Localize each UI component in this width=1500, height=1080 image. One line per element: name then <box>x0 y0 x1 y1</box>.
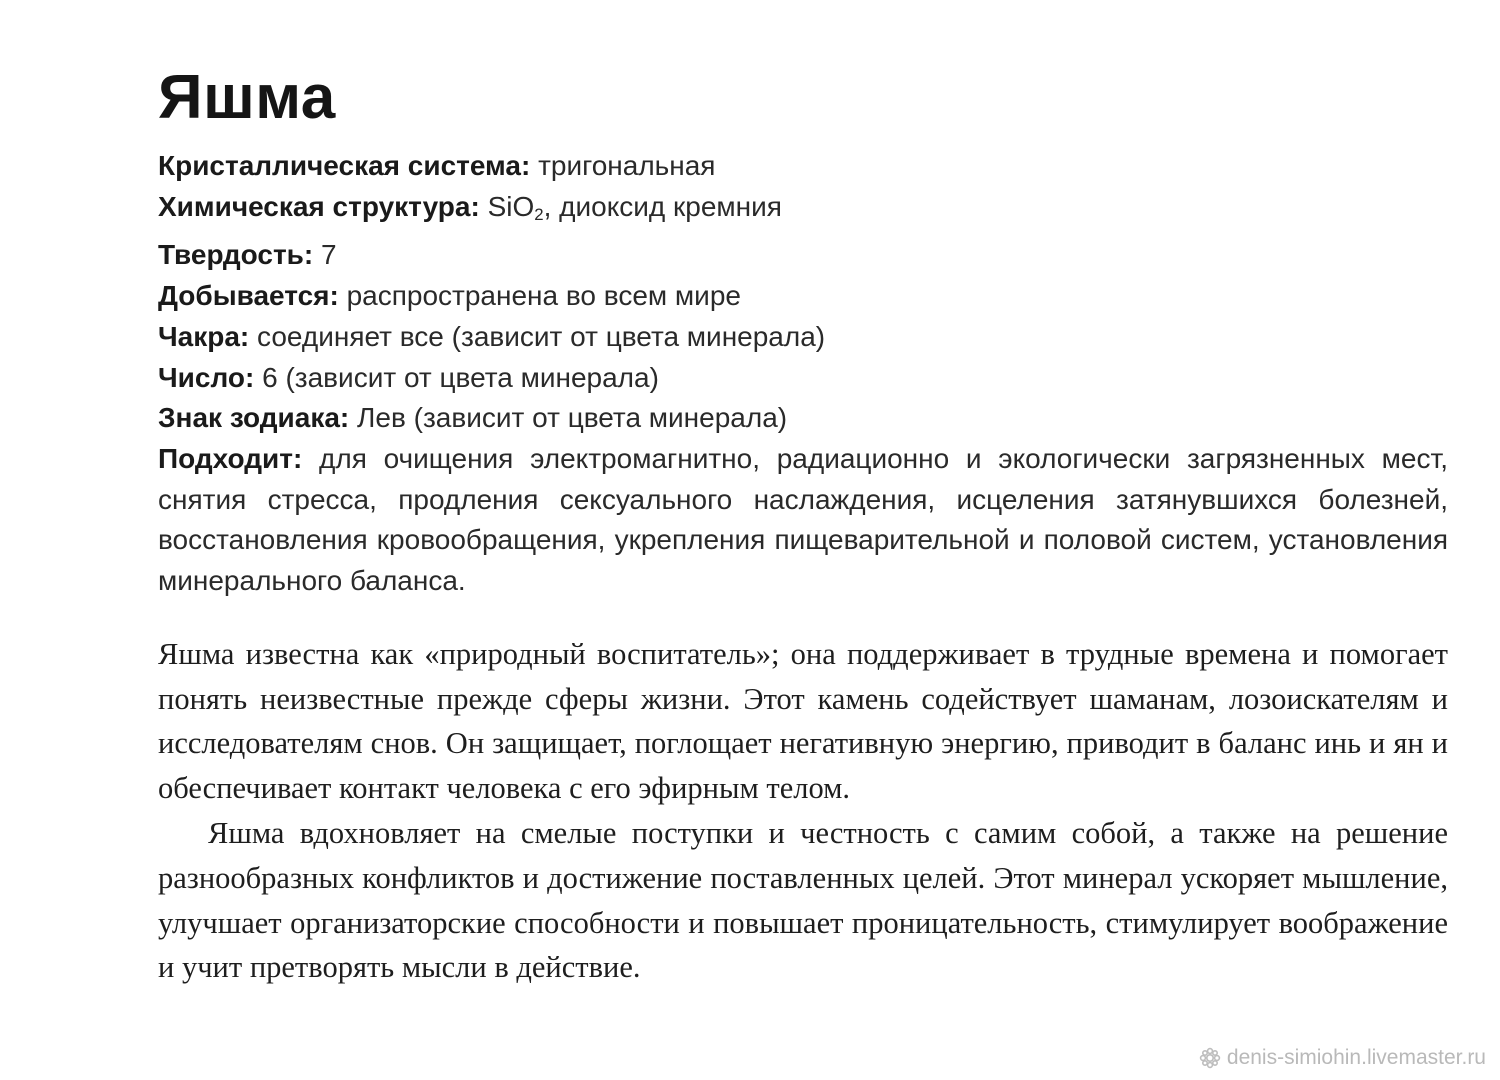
fact-zodiac <box>158 398 1448 439</box>
fact-crystal-system <box>158 146 1448 187</box>
fact-value: 6 (зависит от цвета минерала) <box>262 361 659 393</box>
fact-value: Лев (зависит от цвета минерала) <box>357 402 788 434</box>
fact-label: Химическая структура: <box>158 190 480 222</box>
paragraph: Яшма известна как «природный воспитатель»; она поддерживает в трудные времена и помогает понять неизвестные прежде сферы жизни. Этот камень содействует шаманам, лозоискателям и исследователям снов. Он защищает, поглощает негативную энергию, приводит в баланс инь и ян и обеспечивает контакт человека с его эфирным телом. <box>158 636 1448 806</box>
paragraph: Яшма вдохновляет на смелые поступки и честность с самим собой, а также на решение разнообразных конфликтов и достижение поставленных целей. Этот минерал ускоряет мышление, улучшает организаторские способности и повышает проницательность, стимулирует воображение и учит претворять мысли в действие. <box>158 815 1448 985</box>
fact-number <box>158 358 1448 399</box>
fact-label: Твердость: <box>158 239 314 271</box>
page-title: Яшма <box>158 63 336 132</box>
mineral-facts <box>158 146 1448 602</box>
fact-label: Знак зодиака: <box>158 402 350 434</box>
fact-value: тригональная <box>538 150 716 181</box>
fact-value: 7 <box>320 239 337 271</box>
fact-label: Добывается: <box>158 280 339 312</box>
description-text <box>158 632 1448 990</box>
fact-value: соединяет все (зависит от цвета минерала) <box>257 320 826 352</box>
fact-mined <box>158 276 1448 317</box>
watermark-text: denis-simiohin.livemaster.ru <box>1226 1046 1486 1069</box>
gear-flower-icon <box>1199 1047 1221 1069</box>
watermark <box>1199 1046 1486 1070</box>
fact-hardness <box>158 235 1448 276</box>
fact-suitable-for <box>158 439 1448 602</box>
fact-chakra <box>158 317 1448 358</box>
fact-label: Число: <box>158 361 255 393</box>
fact-value: распространена во всем мире <box>346 280 741 312</box>
formula-subscript: 2 <box>534 204 544 224</box>
fact-label: Подходит: <box>158 442 303 474</box>
fact-value <box>488 191 782 222</box>
fact-value: для очищения электромагнитно, радиационно и экологически загрязненных мест, снятия стресса, продления сексуального наслаждения, исцеления затянувшихся болезней, восстановления кровообращения, укрепления пищеварительной и половой систем, установления минерального баланса. <box>158 442 1448 597</box>
formula-description: , диоксид кремния <box>543 190 782 222</box>
fact-label: Кристаллическая система: <box>158 150 531 181</box>
fact-chemical-structure <box>158 187 1448 236</box>
formula-base: SiO <box>487 190 535 222</box>
fact-label: Чакра: <box>158 320 250 352</box>
document-page <box>158 62 1448 990</box>
